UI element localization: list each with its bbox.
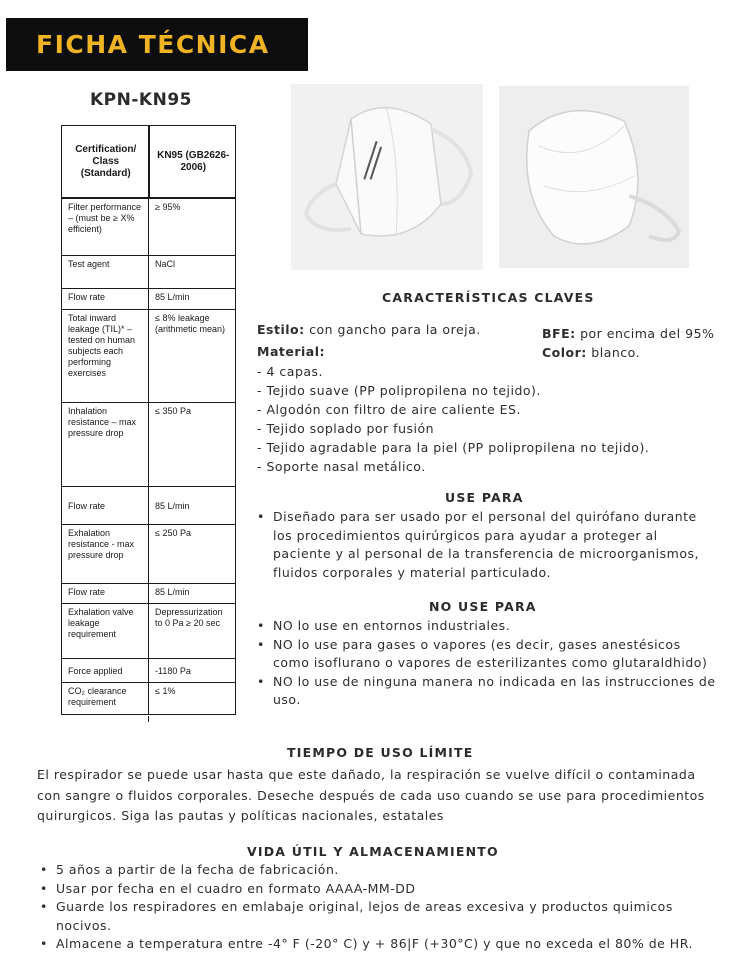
- style-line: [257, 320, 481, 339]
- list-item: - Tejido suave (PP polipropilena no tejido).: [257, 383, 541, 398]
- shelf-life-heading: VIDA ÚTIL Y ALMACENAMIENTO: [247, 844, 499, 859]
- list-item: - Tejido agradable para la piel (PP polipropilena no tejido).: [257, 440, 650, 455]
- spec-table: [61, 125, 236, 715]
- page-title: FICHA TÉCNICA: [36, 30, 270, 59]
- spec-value: Depressurization to 0 Pa ≥ 20 sec: [149, 604, 236, 659]
- shelf-life-list: [40, 861, 720, 954]
- style-value: con gancho para la oreja.: [309, 322, 481, 337]
- mask-inside-photo: [499, 86, 689, 268]
- table-divider: [148, 716, 235, 722]
- materials-list: [257, 362, 649, 476]
- material-label: Material:: [257, 344, 325, 359]
- table-row: [62, 198, 236, 256]
- list-item: - Algodón con filtro de aire caliente ES.: [257, 402, 521, 417]
- list-item: • NO lo use para gases o vapores (es decir, gases anestésicos como isoflurano o vapores de esterilizantes como glutaraldhido): [257, 636, 719, 673]
- use-for-heading: USE PARA: [445, 490, 524, 505]
- spec-value: -1180 Pa: [149, 659, 236, 683]
- table-row: [62, 310, 236, 403]
- list-item: • NO lo use de ninguna manera no indicada en las instrucciones de uso.: [257, 673, 719, 710]
- list-item: • NO lo use en entornos industriales.: [257, 617, 719, 636]
- style-label: Estilo:: [257, 322, 305, 337]
- list-item: - Soporte nasal metálico.: [257, 459, 426, 474]
- spec-value: NaCl: [149, 256, 236, 289]
- bfe-label: BFE:: [542, 326, 576, 341]
- color-value: blanco.: [591, 345, 641, 360]
- table-row: [62, 584, 236, 604]
- do-not-use-heading: NO USE PARA: [429, 599, 537, 614]
- spec-param: Filter performance – (must be ≥ X% efficient): [62, 198, 149, 256]
- list-item: • Almacene a temperatura entre -4° F (-20° C) y + 86|F (+30°C) y que no exceda el 80% de HR.: [40, 935, 720, 954]
- time-limit-heading: TIEMPO DE USO LÍMITE: [287, 745, 474, 760]
- spec-param: Flow rate: [62, 487, 149, 525]
- key-features-heading: CARACTERÍSTICAS CLAVES: [382, 290, 595, 305]
- list-item: • Guarde los respiradores en emlabaje original, lejos de areas excesiva y productos quimicos nocivos.: [40, 898, 720, 935]
- spec-value: ≤ 250 Pa: [149, 525, 236, 584]
- spec-value: 85 L/min: [149, 584, 236, 604]
- spec-param: Exhalation valve leakage requirement: [62, 604, 149, 659]
- table-row: [62, 403, 236, 487]
- color-line: [542, 343, 640, 362]
- table-row: [62, 289, 236, 310]
- table-row: [62, 659, 236, 683]
- time-limit-text: El respirador se puede usar hasta que este dañado, la respiración se vuelve difícil o contaminada con sangre o fluidos corporales. Deseche después de cada uso cuando se use para procedimientos quirurgicos. Siga las pautas y políticas nacionales, estatales: [37, 767, 705, 823]
- bfe-line: [542, 324, 714, 343]
- list-item: • Usar por fecha en el cuadro en formato AAAA-MM-DD: [40, 880, 720, 899]
- spec-value: ≤ 8% leakage (arithmetic mean): [149, 310, 236, 403]
- spec-param: Flow rate: [62, 584, 149, 604]
- spec-value: ≥ 95%: [149, 198, 236, 256]
- list-item: - Tejido soplado por fusión: [257, 421, 435, 436]
- spec-param: Force applied: [62, 659, 149, 683]
- spec-param: Total inward leakage (TIL)* – tested on human subjects each performing exercises: [62, 310, 149, 403]
- list-item: • Diseñado para ser usado por el personal del quirófano durante los procedimientos quirúrgicos para ayudar a proteger al paciente y al personal de la transferencia de microorganismos, fluidos corporales y material particulado.: [257, 508, 717, 582]
- mask-side-photo: [291, 84, 483, 270]
- spec-param: Flow rate: [62, 289, 149, 310]
- color-label: Color:: [542, 345, 587, 360]
- spec-value: 85 L/min: [149, 289, 236, 310]
- table-row: [62, 525, 236, 584]
- bfe-value: por encima del 95%: [580, 326, 715, 341]
- spec-value: ≤ 350 Pa: [149, 403, 236, 487]
- mask-inside-illustration: [499, 86, 689, 268]
- list-item: - 4 capas.: [257, 364, 324, 379]
- spec-param: Test agent: [62, 256, 149, 289]
- spec-value: 85 L/min: [149, 487, 236, 525]
- product-name: KPN-KN95: [90, 90, 192, 110]
- table-row: [62, 604, 236, 659]
- table-row: [62, 256, 236, 289]
- do-not-use-list: [257, 617, 719, 710]
- spec-value: ≤ 1%: [149, 683, 236, 715]
- spec-table-header: [62, 126, 236, 198]
- material-line: [257, 342, 325, 361]
- page-title-banner: [6, 18, 308, 71]
- spec-param: CO₂ clearance requirement: [62, 683, 149, 715]
- spec-param: Exhalation resistance - max pressure drop: [62, 525, 149, 584]
- spec-param: Inhalation resistance – max pressure drop: [62, 403, 149, 487]
- table-row: [62, 683, 236, 715]
- mask-side-illustration: [291, 84, 483, 270]
- spec-header-cell: KN95 (GB2626-2006): [149, 126, 236, 198]
- spec-header-cell: Certification/ Class (Standard): [62, 126, 149, 198]
- use-for-list: [257, 508, 717, 582]
- list-item: • 5 años a partir de la fecha de fabricación.: [40, 861, 720, 880]
- table-row: [62, 487, 236, 525]
